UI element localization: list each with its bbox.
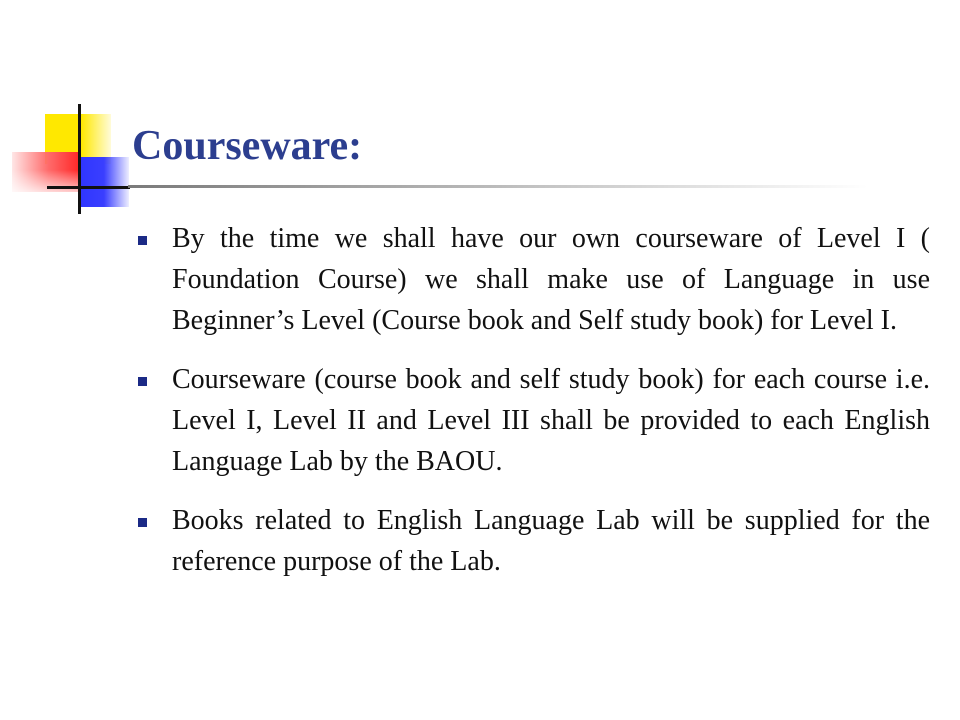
bullet-item bbox=[132, 218, 930, 341]
square-bullet-icon bbox=[138, 518, 147, 527]
decorative-vertical-line bbox=[78, 104, 81, 214]
bullet-item bbox=[132, 359, 930, 482]
bullet-item bbox=[132, 500, 930, 582]
bullet-text: By the time we shall have our own courseware of Level I ( Foundation Course) we shall make use of Language in use Beginner’s Level (Course book and Self study book) for Level I. bbox=[172, 223, 930, 336]
decorative-horizontal-line bbox=[47, 186, 130, 189]
square-bullet-icon bbox=[138, 377, 147, 386]
square-bullet-icon bbox=[138, 236, 147, 245]
slide-title: Courseware: bbox=[132, 123, 363, 169]
decorative-blue-square bbox=[79, 157, 129, 207]
bullet-text: Books related to English Language Lab will be supplied for the reference purpose of the Lab. bbox=[172, 505, 930, 577]
bullet-list bbox=[132, 218, 930, 600]
bullet-text: Courseware (course book and self study book) for each course i.e. Level I, Level II and Level III shall be provided to each English Language Lab by the BAOU. bbox=[172, 364, 930, 477]
title-underline-rule bbox=[128, 185, 868, 188]
